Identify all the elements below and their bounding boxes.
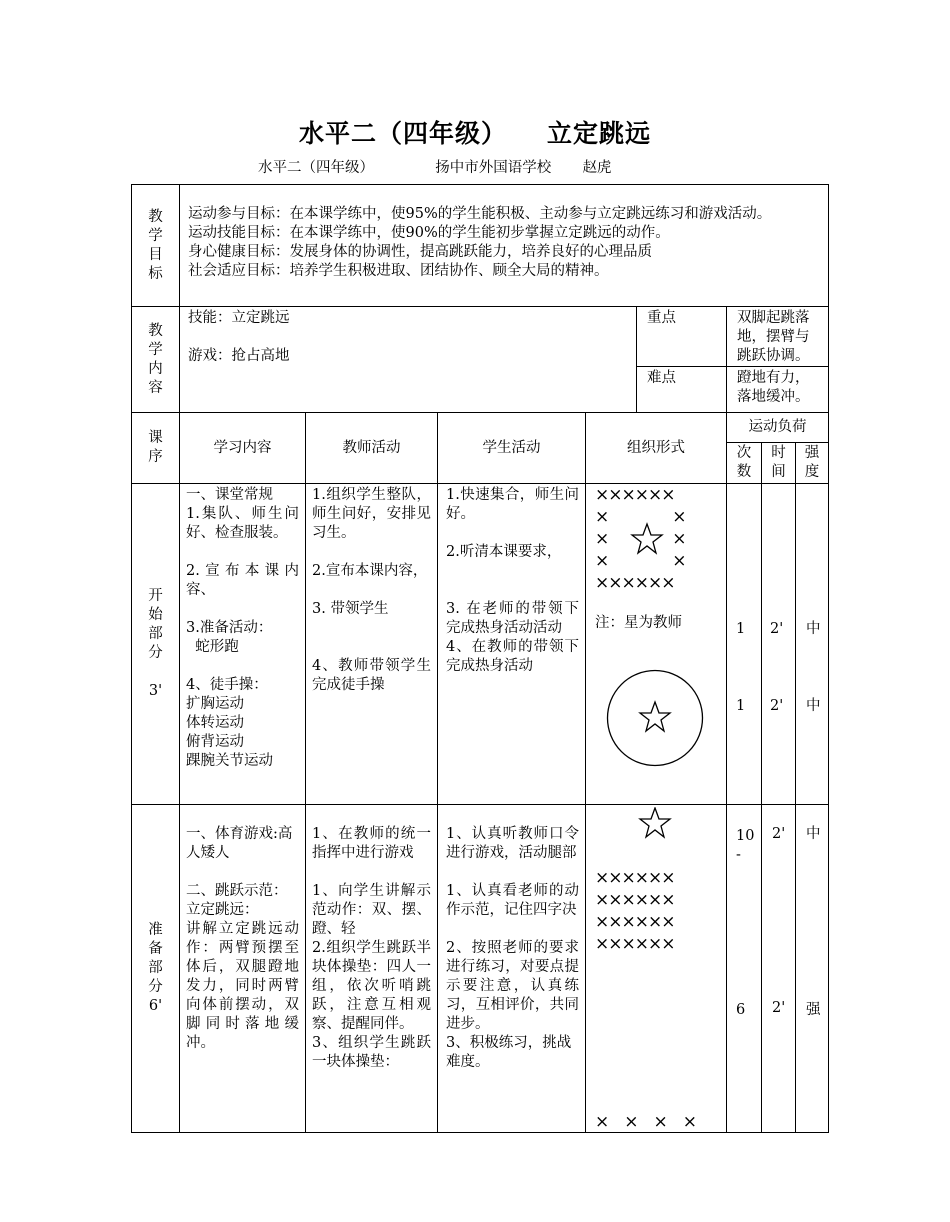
- start-student: 1.快速集合，师生问好。 2.听清本课要求， 3. 在老师的带领下完成热身活动活动 4、在教师的带领下完成热身活动: [438, 484, 586, 805]
- objectives-row: [132, 185, 829, 307]
- circle-formation: [606, 669, 704, 767]
- content-label: 教 学 内 容: [132, 307, 180, 413]
- prep-teacher: 1、在教师的统一指挥中进行游戏 1、向学生讲解示范动作：双、摆、蹬、轻 2.组织学生跳跃半块体操垫：四人一组，依次听哨跳跃，注意互相观察、提醒同伴。 3、组织学生跳跃一块体操垫：: [306, 805, 438, 1133]
- objective-item: 运动参与目标： 在本课学练中，使95%的学生能积极、主动参与立定跳远练习和游戏活动。: [188, 206, 772, 222]
- formation-row: ××××××: [595, 934, 675, 954]
- header-row: [132, 413, 829, 443]
- formation-note: 注：星为教师: [595, 615, 682, 631]
- header-organization: 组织形式: [586, 413, 727, 484]
- prep-times: 10- 6: [727, 805, 762, 1133]
- header-learning: 学习内容: [180, 413, 306, 484]
- formation-row: ××××××: [595, 485, 675, 505]
- start-duration: 2' 2': [762, 484, 796, 805]
- header-times: 次 数: [727, 443, 762, 484]
- teacher-star-icon: [640, 702, 670, 731]
- difficulty-text: 蹬地有力，落地缓冲。: [727, 367, 829, 413]
- prep-section-row: [132, 805, 829, 1133]
- subtitle-level: 水平二（四年级）: [258, 160, 374, 176]
- title-level: 水平二（四年级）: [298, 119, 507, 148]
- formation-row: ××××××: [595, 868, 675, 888]
- header-load: 运动负荷: [727, 413, 829, 443]
- formation-row: × × × ×: [595, 1112, 696, 1132]
- content-row: [132, 307, 829, 367]
- objectives-list: [180, 185, 829, 307]
- prep-intensity: 中 强: [796, 805, 829, 1133]
- formation-row: ××××××: [595, 890, 675, 910]
- teacher-star-icon: [630, 522, 664, 556]
- formation-row: × ×: [595, 529, 686, 549]
- header-order: 课 序: [132, 413, 180, 484]
- subtitle-school: 扬中市外国语学校: [435, 160, 552, 176]
- header-intensity: 强 度: [796, 443, 829, 484]
- page-title: [0, 114, 950, 150]
- subtitle-teacher: 赵虎: [582, 160, 612, 176]
- start-section-label: 开 始 部 分 3': [132, 484, 180, 805]
- objectives-label: 教 学 目 标: [132, 185, 180, 307]
- start-formation: [586, 484, 727, 805]
- teacher-star-icon: [638, 807, 672, 839]
- objective-item: 身心健康目标： 发展身体的协调性，提高跳跃能力，培养良好的心理品质: [188, 244, 652, 260]
- header-student: 学生活动: [438, 413, 586, 484]
- lesson-plan-table: [131, 184, 829, 1133]
- content-items: [180, 307, 637, 413]
- start-section-row: [132, 484, 829, 805]
- title-topic: 立定跳远: [547, 119, 652, 148]
- start-intensity: 中 中: [796, 484, 829, 805]
- key-point-text: 双脚起跳落地，摆臂与跳跃协调。: [727, 307, 829, 367]
- content-skill: 技能：立定跳远: [188, 310, 290, 326]
- start-times: 1 1: [727, 484, 762, 805]
- header-teacher: 教师活动: [306, 413, 438, 484]
- prep-duration: 2' 2': [762, 805, 796, 1133]
- subtitle: [258, 156, 611, 177]
- formation-row: ××××××: [595, 912, 675, 932]
- objective-item: 社会适应目标： 培养学生积极进取、团结协作、顾全大局的精神。: [188, 263, 609, 279]
- formation-row: × ×: [595, 551, 686, 571]
- prep-student: 1、认真听教师口令进行游戏，活动腿部 1、认真看老师的动作示范，记住四字决 2、按照老师的要求进行练习，对要点提示要注意，认真练习，互相评价，共同进步。 3、积极练习，挑战难度。: [438, 805, 586, 1133]
- start-teacher: 1.组织学生整队，师生问好，安排见习生。 2.宣布本课内容， 3. 带领学生 4、教师带领学生完成徒手操: [306, 484, 438, 805]
- start-learning: 一、课堂常规 1.集队、师生问好、检查服装。 2.宣布本课内容、 3.准备活动： 蛇形跑 4、徒手操： 扩胸运动 体转运动 俯背运动 踝腕关节运动: [180, 484, 306, 805]
- formation-row: × ×: [595, 507, 686, 527]
- prep-formation: [586, 805, 727, 1133]
- prep-learning: 一、体育游戏:高人矮人 二、跳跃示范：立定跳远： 讲解立定跳远动作：两臂预摆至体后，双腿蹬地发力，同时两臂向体前摆动，双脚同时落地缓冲。: [180, 805, 306, 1133]
- content-game: 游戏：抢占高地: [188, 348, 290, 364]
- key-point-label: 重点: [637, 307, 727, 367]
- difficulty-label: 难点: [637, 367, 727, 413]
- prep-section-label: 准 备 部 分 6': [132, 805, 180, 1133]
- formation-row: ××××××: [595, 573, 675, 593]
- header-duration: 时 间: [762, 443, 796, 484]
- objective-item: 运动技能目标： 在本课学练中，使90%的学生能初步掌握立定跳远的动作。: [188, 225, 670, 241]
